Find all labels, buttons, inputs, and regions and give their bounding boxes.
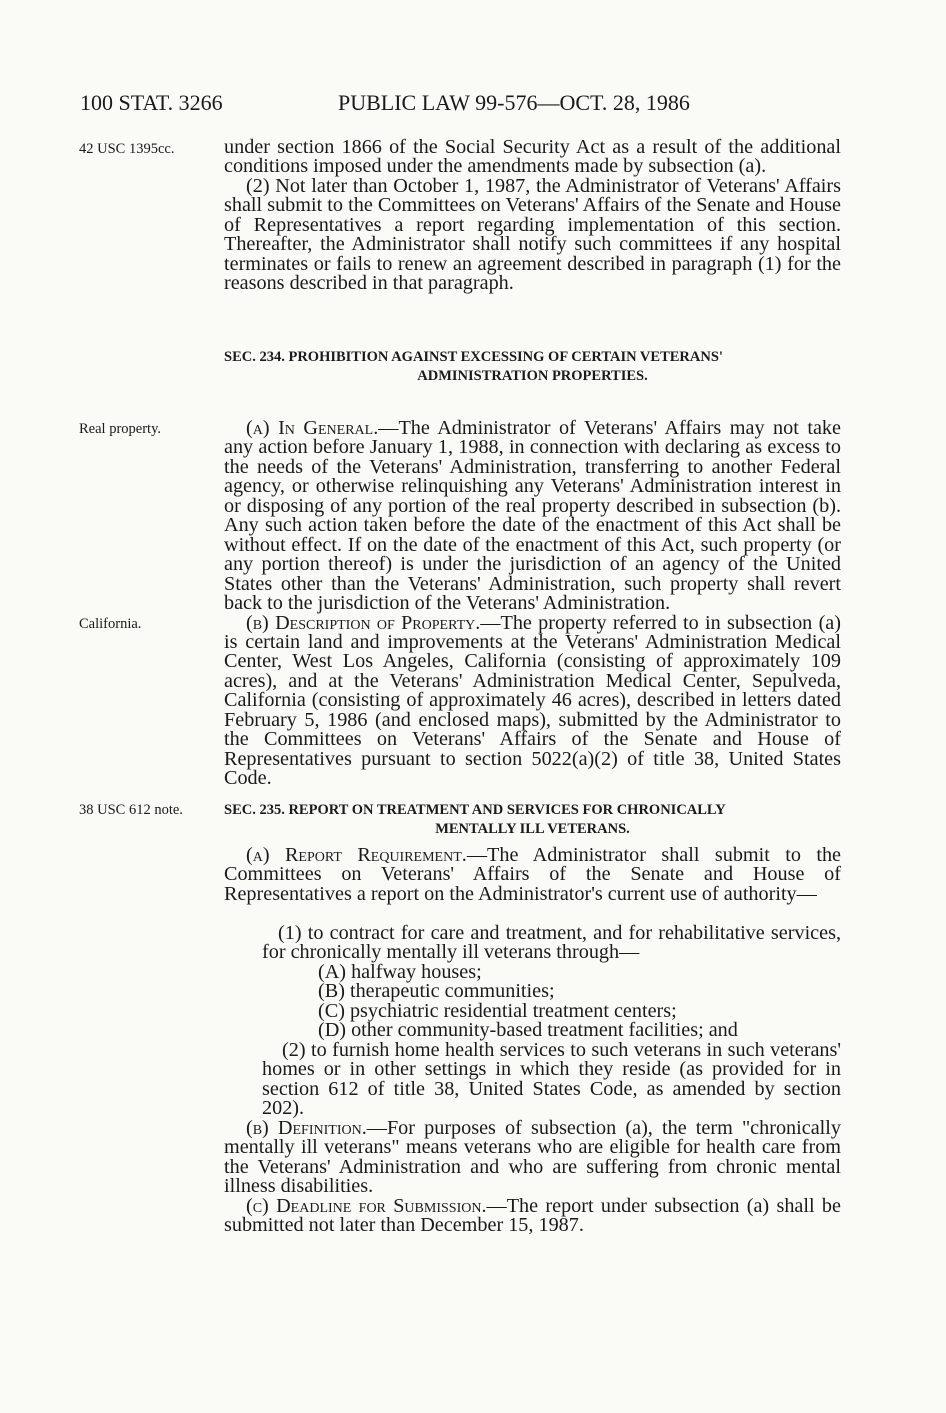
subsection-234-b (224, 611, 841, 790)
subparagraph-d: (D) other community-based treatment facilities; and (318, 1019, 738, 1042)
section-234-heading (224, 348, 841, 386)
subsection-235-a (224, 846, 841, 904)
subparagraph-a: (A) halfway houses; (318, 961, 482, 983)
item-2-list (262, 1041, 841, 1119)
subsection-235-a-text: —The Administrator shall submit to the Committees on Veterans' Affairs of the Senate and House of Representatives a report on the Administrator's current use of authority— (224, 844, 841, 905)
continued-section-text (224, 138, 841, 294)
subsection-235-b-label: (b) Definition. (246, 1117, 367, 1139)
subsection-235-c (224, 1194, 841, 1237)
section-234-heading-line2: ADMINISTRATION PROPERTIES. (417, 368, 648, 384)
law-title: PUBLIC LAW 99-576—OCT. 28, 1986 (338, 90, 690, 115)
subsection-235-a-para (224, 846, 841, 904)
subsection-234-a-label: (a) In General. (246, 417, 379, 439)
margin-note-california: California. (79, 616, 142, 632)
section-234-body (224, 419, 841, 789)
stat-page-reference: 100 STAT. 3266 (80, 90, 223, 115)
paragraph-item-1: (1) to contract for care and treatment, and for rehabilitative services, for chronically mentally ill veterans through— (262, 922, 841, 964)
paragraph-continuation: under section 1866 of the Social Security Act as a result of the additional conditions imposed under the amendments made by subsection (a). (224, 136, 841, 178)
margin-note-usc-1395cc: 42 USC 1395cc. (79, 141, 175, 157)
section-234-heading-line1: SEC. 234. PROHIBITION AGAINST EXCESSING OF CERTAIN VETERANS' (224, 349, 723, 365)
section-235-heading-line1: SEC. 235. REPORT ON TREATMENT AND SERVICES FOR CHRONICALLY (224, 802, 726, 818)
subsection-235-c-text: —The report under subsection (a) shall be submitted not later than December 15, 1987. (224, 1194, 841, 1237)
subparagraph-b: (B) therapeutic communities; (318, 980, 555, 1003)
margin-note-usc-612: 38 USC 612 note. (79, 802, 183, 818)
margin-note-real-property: Real property. (79, 421, 162, 437)
subsection-234-a-text: —The Administrator of Veterans' Affairs may not take any action before January 1, 1988, in connection with declaring as excess to the needs of the Veterans' Administration, transferring to another Federal agency, or otherwise relinquishing any Veterans' Administration interest in or disposing of any portion of the real property described in subsection (b). Any such action taken before the date of the enactment of this Act shall be without effect. If on the date of the enactment of this Act, such property (or any portion thereof) is under the jurisdiction of an agency of the United States other than the Veterans' Administration, such property shall revert back to the jurisdiction of the Veterans' Administration. (224, 417, 841, 615)
page-header (80, 90, 880, 120)
subsection-234-b-label: (b) Description of Property. (246, 611, 481, 634)
subsection-234-b-text: —The property referred to in subsection (a) is certain land and improvements at the Veterans' Administration Medical Center, West Los Angeles, California (consisting of approximately 109 acres), and at the Veterans' Administration Medical Center, Sepulveda, California (consisting of approximately 46 acres), described in letters dated February 5, 1986 (and enclosed maps), submitted by the Administrator to the Committees on Veterans' Affairs of the Senate and House of Representatives pursuant to section 5022(a)(2) of title 38, United States Code. (224, 611, 841, 790)
section-235-heading (224, 801, 841, 839)
item-1-list (246, 924, 841, 963)
paragraph-2: (2) Not later than October 1, 1987, the Administrator of Veterans' Affairs shall submit to the Committees on Veterans' Affairs of the Senate and House of Representatives a report regarding implementation of this section. Thereafter, the Administrator shall notify such committees if any hospital terminates or fails to renew an agreement described in paragraph (1) for the reasons described in that paragraph. (224, 174, 841, 295)
subparagraph-list (318, 963, 841, 1041)
subsection-235-b (224, 1119, 841, 1197)
subsection-235-b-text: —For purposes of subsection (a), the term "chronically mentally ill veterans" means veterans who are eligible for health care from the Veterans' Administration and who are suffering from chronic mental illness disabilities. (224, 1117, 841, 1198)
section-235-heading-line2: MENTALLY ILL VETERANS. (435, 821, 630, 837)
subsections-235-b-c (224, 1119, 841, 1236)
subsection-234-a (224, 419, 841, 614)
subsection-235-c-label: (c) Deadline for Submission. (246, 1194, 487, 1217)
subparagraph-c: (C) psychiatric residential treatment centers; (318, 999, 677, 1022)
subsection-235-a-label: (a) Report Requirement. (246, 844, 467, 866)
paragraph-item-2: (2) to furnish home health services to such veterans in such veterans' homes or in other settings in which they reside (as provided for in section 612 of title 38, United States Code, as amended by section 202). (262, 1039, 841, 1120)
